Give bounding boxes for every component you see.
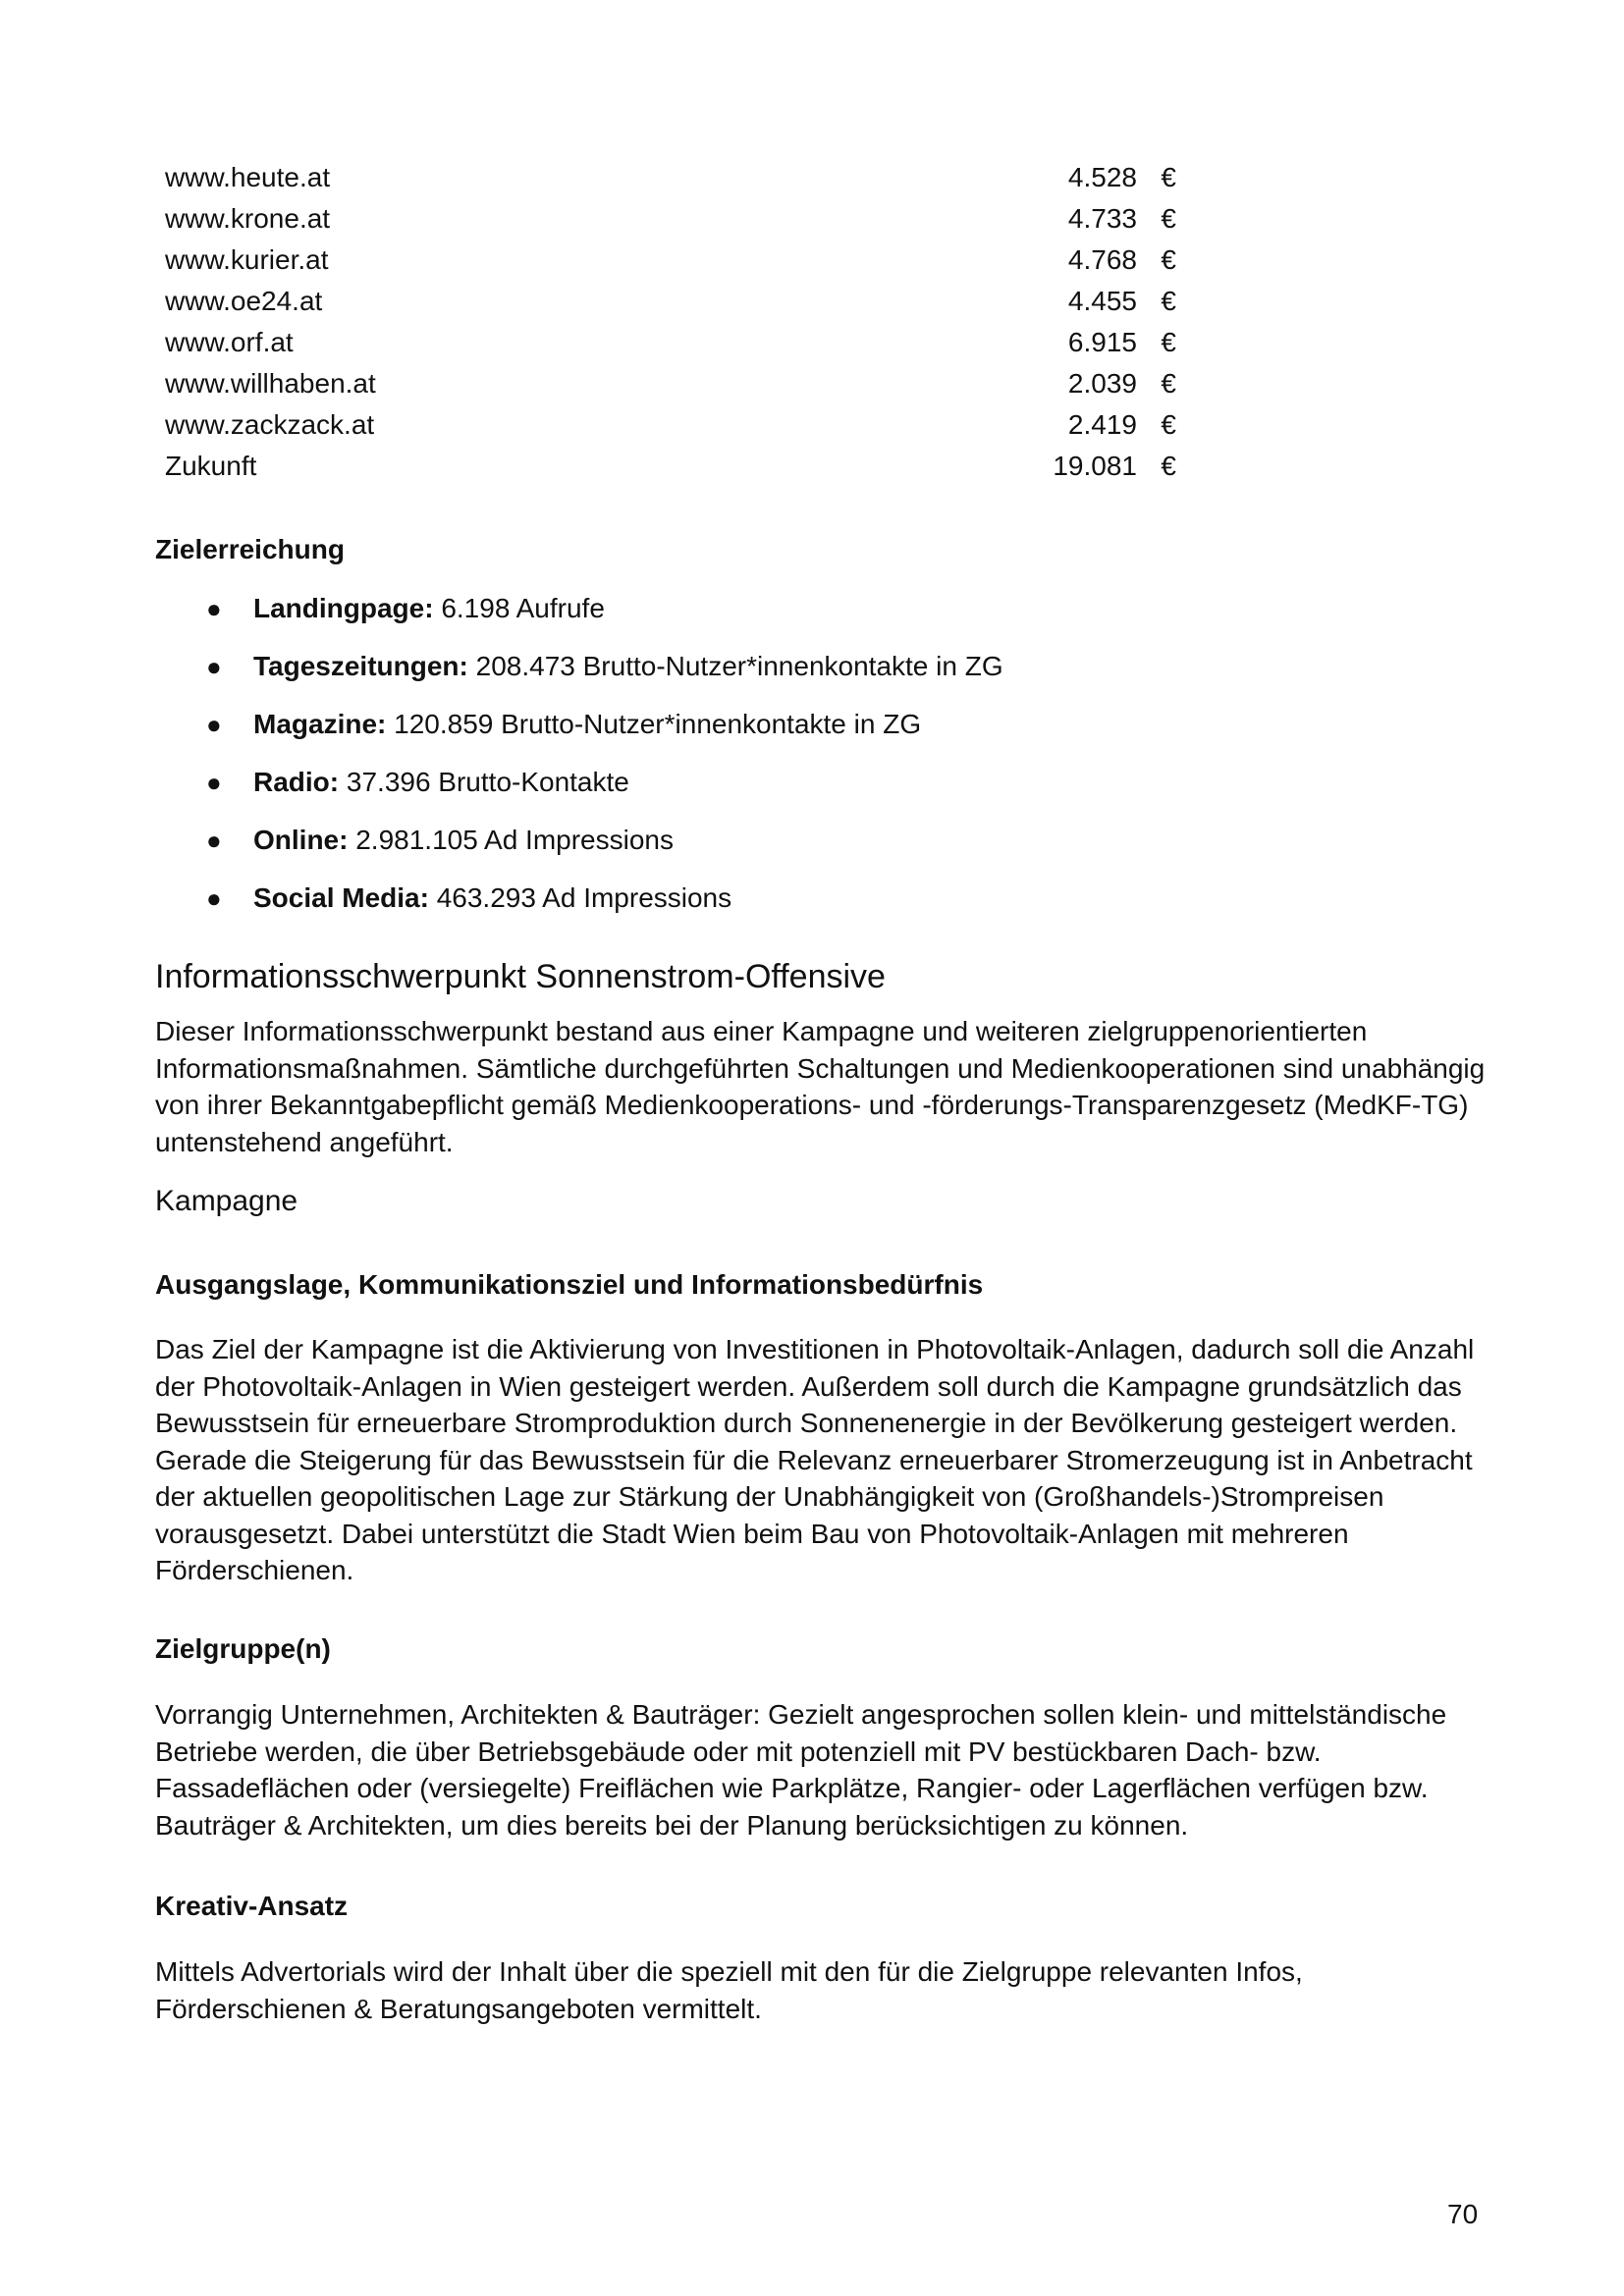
cost-row: [165, 157, 1176, 198]
bullet-icon: ●: [206, 768, 222, 797]
goal-value: 2.981.105 Ad Impressions: [348, 825, 674, 855]
cost-amount: 4.768: [1067, 244, 1137, 275]
cost-table: [165, 157, 1176, 487]
cost-name: www.willhaben.at: [165, 368, 376, 399]
cost-row: [165, 322, 1176, 363]
cost-name: www.krone.at: [165, 203, 331, 234]
cost-amount: 4.528: [1067, 162, 1137, 192]
cost-currency: €: [1161, 286, 1176, 316]
kreativ-heading: Kreativ-Ansatz: [155, 1891, 349, 1921]
section-intro: Dieser Informationsschwerpunkt bestand aus einer Kampagne und weiteren zielgruppenorientierten Informationsmaßnahmen. Sämtliche durchgeführten Schaltungen und Medienkooperationen sind unabhängig von ihrer Bekanntgabepflicht gemäß Medienkooperations- und -förderungs-Transparenzgesetz (MedKF-TG) untenstehend angeführt.: [155, 1016, 1486, 1157]
cost-row: [165, 198, 1176, 240]
bullet-icon: ●: [206, 652, 222, 681]
goal-label: Radio:: [253, 767, 340, 797]
goal-value: 208.473 Brutto-Nutzer*innenkontakte in ZG: [467, 651, 1003, 681]
cost-currency: €: [1161, 368, 1176, 399]
cost-amount: 6.915: [1067, 327, 1137, 357]
cost-row: [165, 363, 1176, 404]
cost-amount: 4.455: [1067, 286, 1137, 316]
list-item: [206, 647, 1384, 705]
cost-currency: €: [1161, 327, 1176, 357]
goal-value: 463.293 Ad Impressions: [428, 882, 732, 913]
campaign-subtitle: Kampagne: [155, 1185, 298, 1217]
cost-currency: €: [1161, 451, 1176, 481]
cost-currency: €: [1161, 203, 1176, 234]
cost-amount: 19.081: [1053, 451, 1137, 481]
cost-currency: €: [1161, 244, 1176, 275]
cost-name: Zukunft: [165, 451, 257, 481]
cost-row: [165, 281, 1176, 322]
cost-amount: 4.733: [1067, 203, 1137, 234]
goal-label: Tageszeitungen:: [253, 651, 468, 681]
goal-label: Magazine:: [253, 709, 387, 739]
cost-name: www.orf.at: [165, 327, 294, 357]
goal-label: Online:: [253, 825, 349, 855]
list-item: [206, 763, 1384, 821]
bullet-icon: ●: [206, 826, 222, 855]
ausgangslage-heading: Ausgangslage, Kommunikationsziel und Informationsbedürfnis: [155, 1269, 984, 1300]
goals-list: [206, 589, 1384, 936]
bullet-icon: ●: [206, 594, 222, 623]
kreativ-text: Mittels Advertorials wird der Inhalt über die speziell mit den für die Zielgruppe relevanten Infos, Förderschienen & Beratungsangeboten vermittelt.: [155, 1956, 1303, 2024]
page-number: 70: [1447, 2199, 1479, 2229]
cost-name: www.heute.at: [165, 162, 331, 192]
section-title: Informationsschwerpunkt Sonnenstrom-Offensive: [155, 958, 886, 995]
bullet-icon: ●: [206, 883, 222, 913]
list-item: [206, 705, 1384, 763]
cost-row: [165, 404, 1176, 446]
cost-amount: 2.039: [1067, 368, 1137, 399]
bullet-icon: ●: [206, 710, 222, 739]
ausgangslage-text: Das Ziel der Kampagne ist die Aktivierung von Investitionen in Photovoltaik-Anlagen, dadurch soll die Anzahl der Photovoltaik-Anlagen in Wien gesteigert werden. Außerdem soll durch die Kampagne grundsätzlich das Bewusstsein für erneuerbare Stromproduktion durch Sonnenenergie in der Bevölkerung gesteigert werden. Gerade die Steigerung für das Bewusstsein für die Relevanz erneuerbarer Stromerzeugung ist in Anbetracht der aktuellen geopolitischen Lage zur Stärkung der Unabhängigkeit von (Großhandels-)Strompreisen vorausgesetzt. Dabei unterstützt die Stadt Wien beim Bau von Photovoltaik-Anlagen mit mehreren Förderschienen.: [155, 1334, 1475, 1585]
cost-currency: €: [1161, 162, 1176, 192]
cost-amount: 2.419: [1067, 409, 1137, 440]
goal-label: Social Media:: [253, 882, 429, 913]
list-item: [206, 589, 1384, 647]
goal-value: 120.859 Brutto-Nutzer*innenkontakte in ZG: [386, 709, 922, 739]
cost-name: www.kurier.at: [165, 244, 329, 275]
cost-row: [165, 240, 1176, 281]
zielgruppe-heading: Zielgruppe(n): [155, 1633, 331, 1664]
goal-value: 6.198 Aufrufe: [433, 593, 605, 623]
zielgruppe-text: Vorrangig Unternehmen, Architekten & Bauträger: Gezielt angesprochen sollen klein- und mittelständische Betriebe werden, die über Betriebsgebäude oder mit potenziell mit PV bestückbaren Dach- bzw. Fassadeflächen oder (versiegelte) Freiflächen wie Parkplätze, Rangier- oder Lagerflächen verfügen bzw. Bauträger & Architekten, um dies bereits bei der Planung berücksichtigen zu können.: [155, 1699, 1447, 1841]
goal-label: Landingpage:: [253, 593, 434, 623]
cost-name: www.oe24.at: [165, 286, 323, 316]
goal-value: 37.396 Brutto-Kontakte: [339, 767, 629, 797]
cost-currency: €: [1161, 409, 1176, 440]
cost-name: www.zackzack.at: [165, 409, 375, 440]
list-item: [206, 879, 1384, 936]
list-item: [206, 821, 1384, 879]
goals-heading: Zielerreichung: [155, 534, 345, 564]
cost-row: [165, 446, 1176, 487]
